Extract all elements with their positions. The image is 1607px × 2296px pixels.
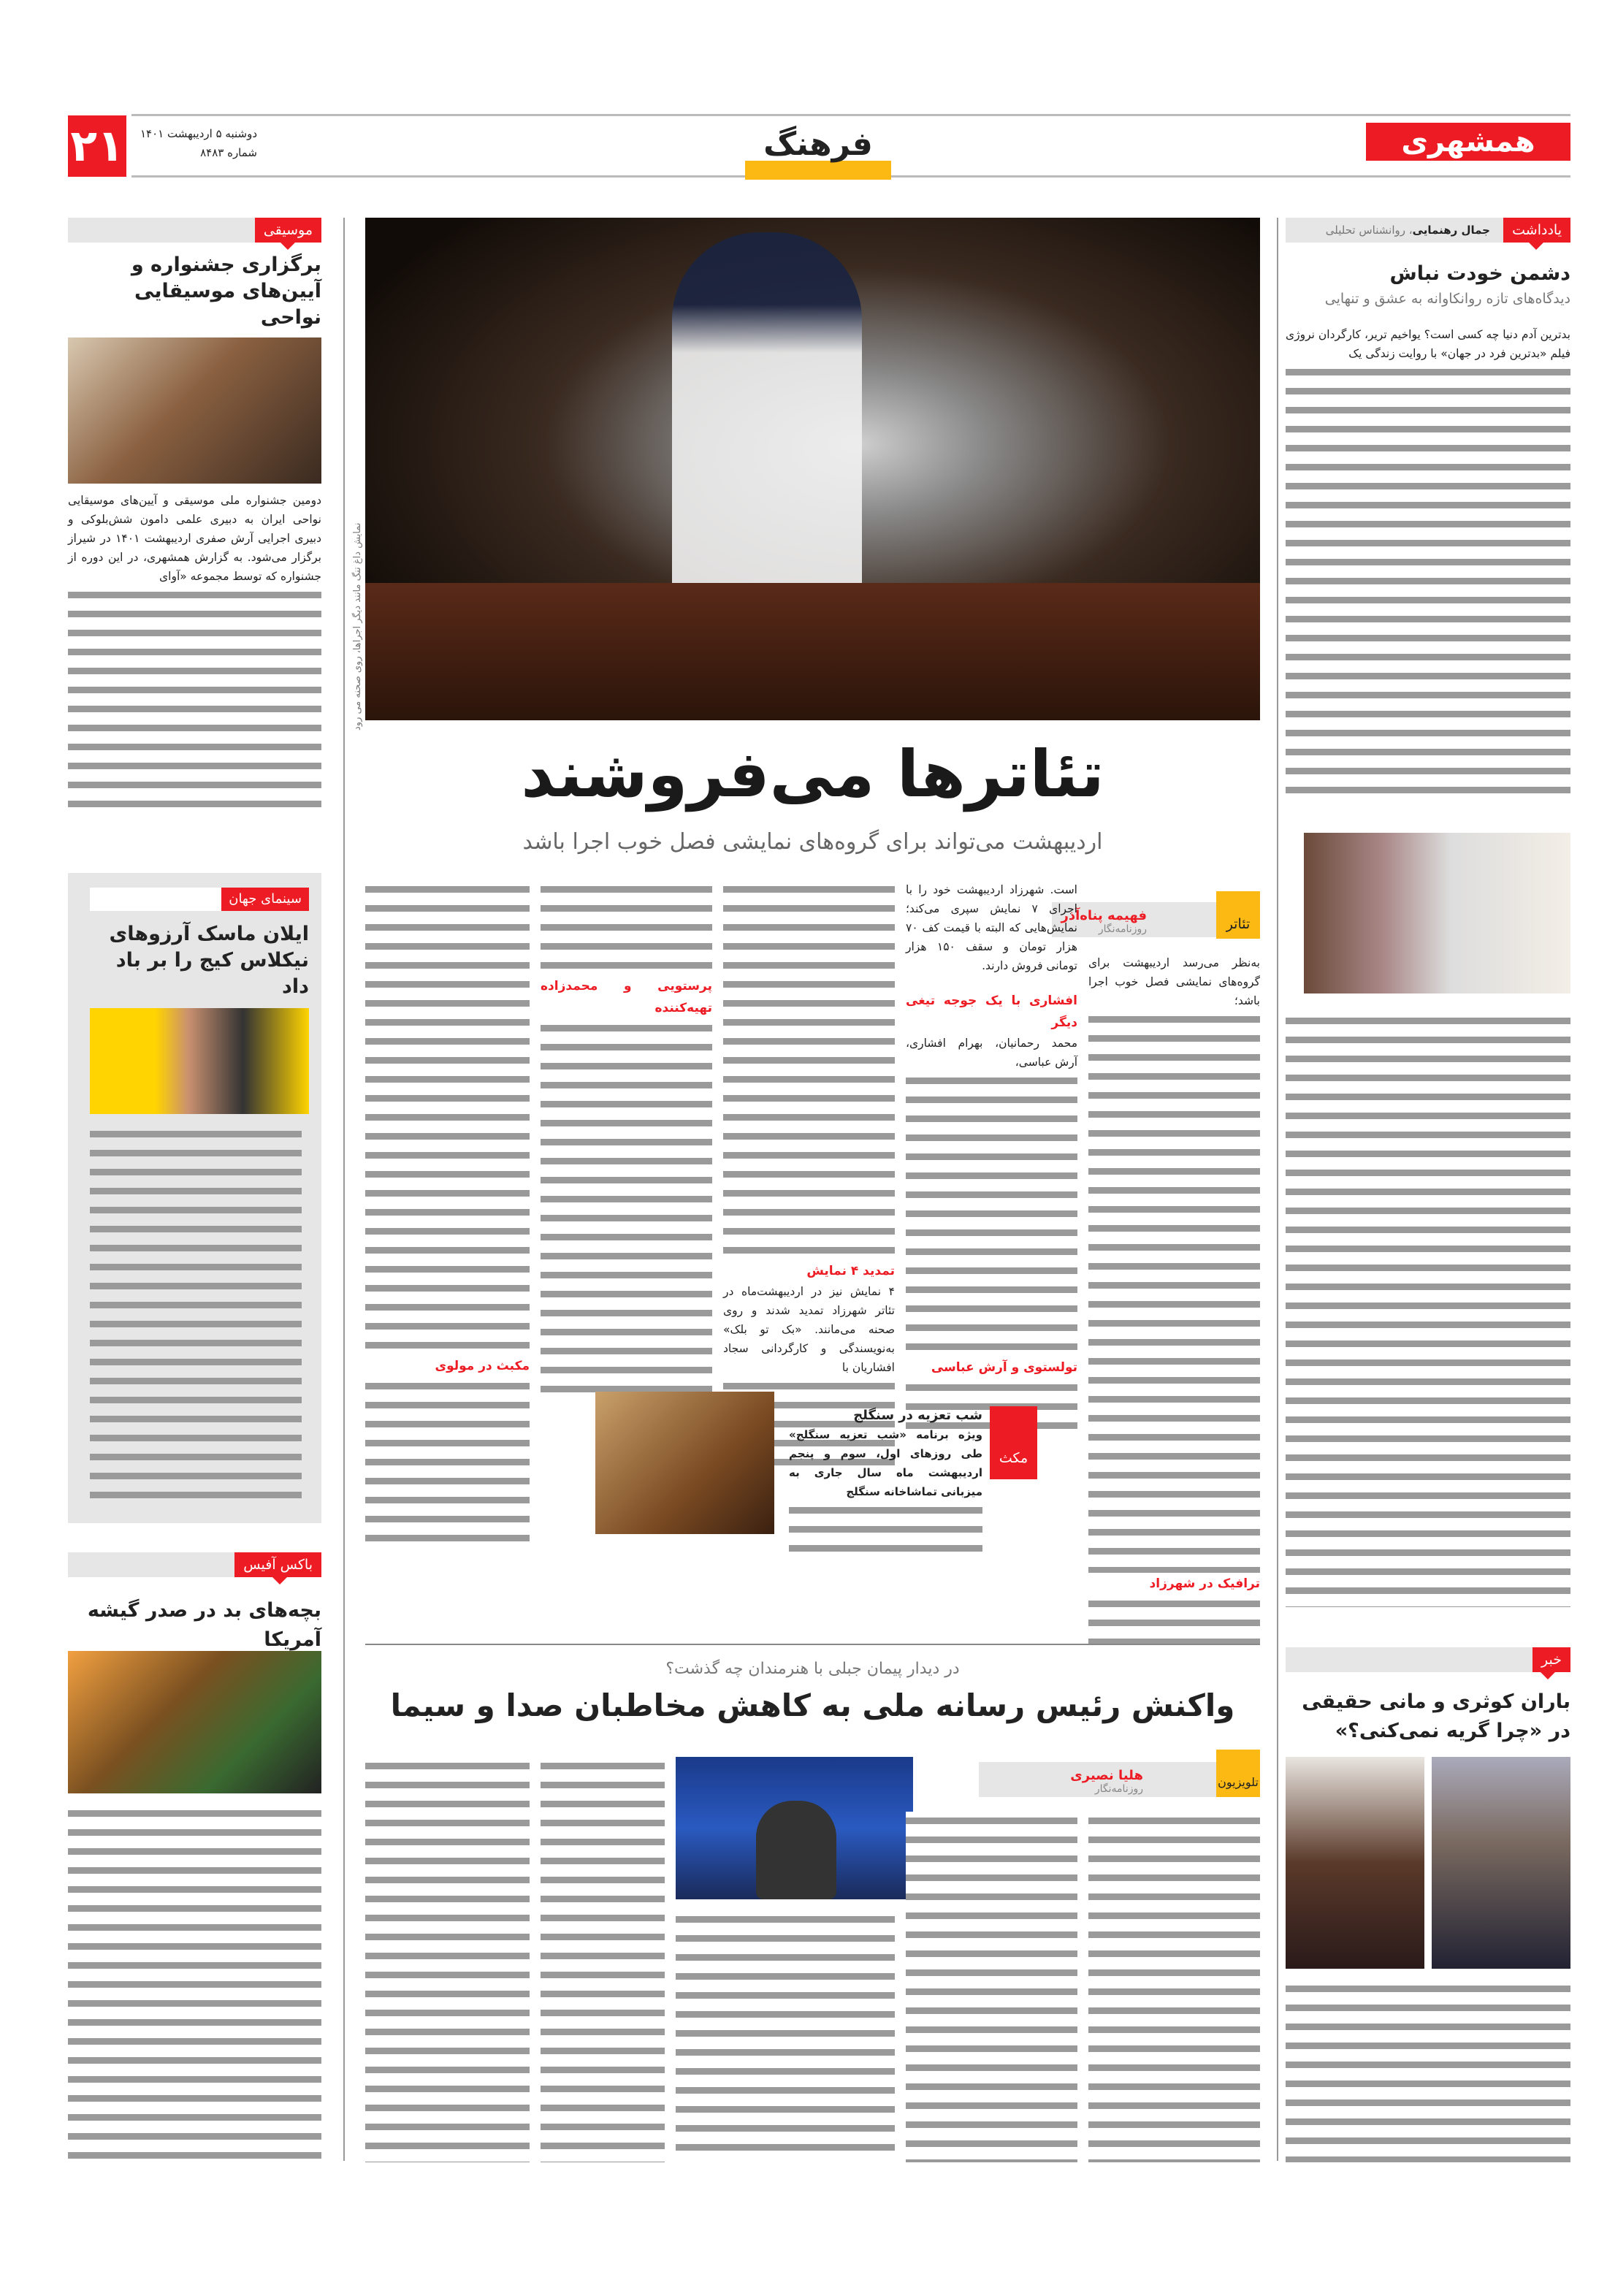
tv-col-1 xyxy=(1088,1812,1260,2162)
note-body-cont xyxy=(1286,1012,1570,1607)
note-subtitle: دیدگاه‌های تازه روانکاوانه به عشق و تنهایی xyxy=(1324,291,1570,307)
note-role: روانشناس تحلیلی xyxy=(1325,224,1405,237)
subhead-traffic: ترافیک در شهرزاد xyxy=(1149,1576,1260,1591)
music-title[interactable]: برگزاری جشنواره و آیین‌های موسیقایی نواحی xyxy=(131,253,321,329)
tv-col-3 xyxy=(676,1910,895,2162)
tv-byline xyxy=(979,1762,1216,1797)
subhead-extension: تمدید ۴ نمایش xyxy=(806,1264,895,1278)
tv-section-tag: تلویزیون xyxy=(1216,1750,1260,1797)
music-photo xyxy=(68,337,321,484)
table-chairs xyxy=(365,583,1260,720)
tv-headline[interactable]: واکنش رئیس رسانه ملی به کاهش مخاطبان صدا و سیما xyxy=(390,1687,1235,1723)
music-body xyxy=(68,491,321,820)
world-cinema-title[interactable]: ایلان ماسک آرزوهای نیکلاس کیج را بر باد داد xyxy=(109,923,309,998)
box-office-body xyxy=(68,1804,321,2162)
news-title[interactable]: باران کوثری و مانی حقیقی در «چرا گریه نمی‌کنی؟» xyxy=(1302,1690,1570,1742)
page-number: ۲۱ xyxy=(68,115,126,177)
author-role: روزنامه‌نگار xyxy=(1098,923,1147,935)
main-headline[interactable]: تئاترها می‌فروشند xyxy=(521,736,1104,812)
main-photo-actress-stage xyxy=(365,218,1260,720)
news-body xyxy=(1286,1980,1570,2162)
world-cinema-tag: سینمای جهان xyxy=(221,888,309,911)
tv-col-5 xyxy=(365,1757,530,2162)
theatre-col-4 xyxy=(541,880,712,1399)
issue-number: شماره ۸۴۸۳ xyxy=(200,146,257,159)
theatre-para: است. شهرزاد اردیبهشت خود را با اجرای ۷ نمایش سپری می‌کند؛ نمایش‌هایی که البته با قیمت کف ۷۰ هزار تومان و سقف ۱۵۰ هزار تومانی فروش دارند. xyxy=(906,883,1077,972)
theatre-col-2 xyxy=(906,880,1077,1435)
world-cinema-box xyxy=(68,873,321,1523)
author-name: فهیمه پناه‌آذر xyxy=(1061,908,1147,923)
theatre-section-tag: تئاتر xyxy=(1216,891,1260,939)
tv-col-2 xyxy=(906,1812,1077,2162)
right-divider xyxy=(1277,218,1278,2161)
theatre-lead: به‌نظر می‌رسد اردیبهشت برای گروه‌های نمایشی فصل خوب اجرا باشد؛ xyxy=(1088,956,1260,1007)
subhead-afshari: افشاری با یک جوجه تیغی دیگر xyxy=(906,993,1077,1030)
box-office-tagbar xyxy=(68,1552,321,1577)
note-author: جمال رهنمایی xyxy=(1412,224,1490,237)
main-photo-caption: نمایش داغ تنگ مانند دیگر اجراها، روی صحنه می رود xyxy=(352,522,363,731)
sidebar-tag: مکث xyxy=(990,1406,1037,1479)
tv-author-role: روزنامه‌نگار xyxy=(1094,1783,1143,1795)
taziyeh-photo xyxy=(595,1392,774,1534)
main-subtitle: اردیبهشت می‌تواند برای گروه‌های نمایشی فصل خوب اجرا باشد xyxy=(522,829,1103,855)
tv-photo-jebelli xyxy=(676,1757,913,1899)
section-title: فرهنگ xyxy=(763,126,873,163)
subhead-extension-text: ۴ نمایش نیز در اردیبهشت‌ماه در تئاتر شهرزاد تمدید شدند و روی صحنه می‌مانند. «بک تو بلک» به‌نویسندگی و کارگردانی سجاد افشاریان با xyxy=(723,1285,895,1374)
music-tag: موسیقی xyxy=(255,218,321,243)
tv-author: هلیا نصیری xyxy=(1070,1768,1143,1783)
note-body xyxy=(1286,325,1570,801)
news-tag: خبر xyxy=(1532,1647,1570,1672)
tv-kicker: در دیدار پیمان جبلی با هنرمندان چه گذشت؟ xyxy=(665,1660,960,1678)
note-photo-woman-bookshelf xyxy=(1304,833,1570,993)
music-tagbar xyxy=(68,218,321,243)
theatre-col-5 xyxy=(365,880,530,1552)
left-divider xyxy=(343,218,345,2161)
bottom-story-rule xyxy=(365,1644,1260,1645)
box-office-title[interactable]: بچه‌های بد در صدر گیشه آمریکا xyxy=(87,1599,321,1651)
bad-guys-poster xyxy=(68,1651,321,1793)
sidebar-title: شب تعزیه در سنگلج xyxy=(853,1408,982,1423)
box-office-tag: باکس آفیس xyxy=(234,1552,321,1577)
subhead-macbeth: مکبث در مولوی xyxy=(435,1359,530,1373)
news-tagbar xyxy=(1286,1647,1570,1672)
issue-date: دوشنبه ۵ اردیبهشت ۱۴۰۱ xyxy=(140,127,257,140)
header-top-rule xyxy=(131,114,1570,116)
theatre-col-3 xyxy=(723,880,895,1472)
subhead-parastouei: پرستویی و محمدزاده تهیه‌کننده xyxy=(541,979,712,1015)
world-cinema-body xyxy=(90,1125,302,1505)
note-tag: یادداشت xyxy=(1503,218,1570,243)
music-lead: دومین جشنواره ملی موسیقی و آیین‌های موسیقایی نواحی ایران به دبیری علمی دامون شش‌بلوکی و دبیری اجرایی آرش صفری اردیبهشت ۱۴۰۱ در شیراز برگزار می‌شود. به گزارش همشهری، در این دوره از جشنواره که توسط مجموعه «آوای xyxy=(68,494,322,583)
news-photo-man xyxy=(1432,1757,1570,1969)
sidebar-text: ویژه برنامه «شب تعزیه سنگلج» طی روزهای اول، سوم و پنجم اردیبهشت ماه سال جاری به میزبانی تماشاخانه سنگلج xyxy=(789,1428,982,1498)
subhead-afshari-text: محمد رحمانیان، بهرام افشاری، آرش عباسی، xyxy=(906,1037,1077,1069)
newspaper-logo[interactable]: همشهری xyxy=(1366,123,1570,161)
section-underline xyxy=(745,161,891,180)
nicolas-cage-photo xyxy=(90,1008,309,1114)
note-tagbar xyxy=(1286,218,1570,243)
world-cinema-tagbar xyxy=(90,888,309,911)
note-byline: جمال رهنمایی، روانشناس تحلیلی xyxy=(1325,224,1490,237)
theatre-col-1 xyxy=(1088,953,1260,1652)
note-lead: بدترین آدم دنیا چه کسی است؟ یواخیم تریر، کارگردان نروژی فیلم «بدترین فرد در جهان» با روایت زندگی یک xyxy=(1286,328,1570,360)
news-photo-woman xyxy=(1286,1757,1424,1969)
issue-info xyxy=(133,124,257,162)
sidebar-box xyxy=(789,1406,982,1560)
speaker-figure xyxy=(756,1801,836,1899)
tv-col-4 xyxy=(541,1757,665,2162)
subhead-tolstoy: تولستوی و آرش عباسی xyxy=(931,1360,1077,1375)
note-title[interactable]: دشمن خودت نباش xyxy=(1389,262,1570,285)
